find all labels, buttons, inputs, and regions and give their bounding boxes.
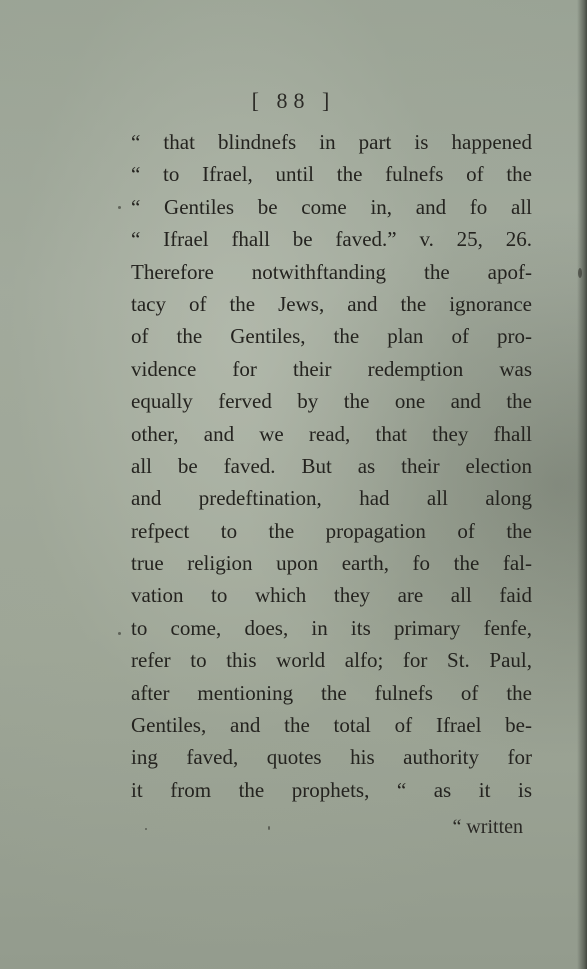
text-line: “ Ifrael fhall be faved.” v. 25, 26.: [131, 227, 532, 252]
text-line: “ Gentiles be come in, and fo all: [131, 194, 532, 219]
text-line: all be faved. But as their election: [131, 453, 532, 478]
text-line: refpect to the propagation of the: [131, 518, 532, 543]
paper-speck: [145, 828, 147, 830]
text-line: equally ferved by the one and the: [131, 389, 532, 414]
text-line: Therefore notwithftanding the apof-: [131, 259, 532, 284]
catchword: “ written: [452, 816, 523, 838]
text-line: of the Gentiles, the plan of pro-: [131, 324, 532, 349]
text-line: after mentioning the fulnefs of the: [131, 680, 532, 705]
text-line: refer to this world alfo; for St. Paul,: [131, 648, 532, 673]
text-line: and predeftination, had all along: [131, 486, 532, 511]
text-line: true religion upon earth, fo the fal-: [131, 551, 532, 576]
text-line: it from the prophets, “ as it is: [131, 777, 532, 802]
paper-speck: [118, 206, 121, 209]
text-line: ing faved, quotes his authority for: [131, 745, 532, 770]
text-line: Gentiles, and the total of Ifrael be-: [131, 713, 532, 738]
text-line: other, and we read, that they fhall: [131, 421, 532, 446]
body-text: [131, 126, 532, 806]
text-line: to come, does, in its primary fenfe,: [131, 615, 532, 640]
text-line: vation to which they are all faid: [131, 583, 532, 608]
paper-speck: [118, 632, 121, 635]
paper-speck: [578, 268, 582, 278]
page-number: [ 88 ]: [251, 88, 336, 113]
text-line: “ that blindnefs in part is happened: [131, 130, 532, 154]
page-edge-shadow: [577, 0, 587, 969]
text-line: “ to Ifrael, until the fulnefs of the: [131, 162, 532, 187]
paper-speck: [268, 826, 270, 830]
text-line: vidence for their redemption was: [131, 356, 532, 381]
text-line: tacy of the Jews, and the ignorance: [131, 291, 532, 316]
